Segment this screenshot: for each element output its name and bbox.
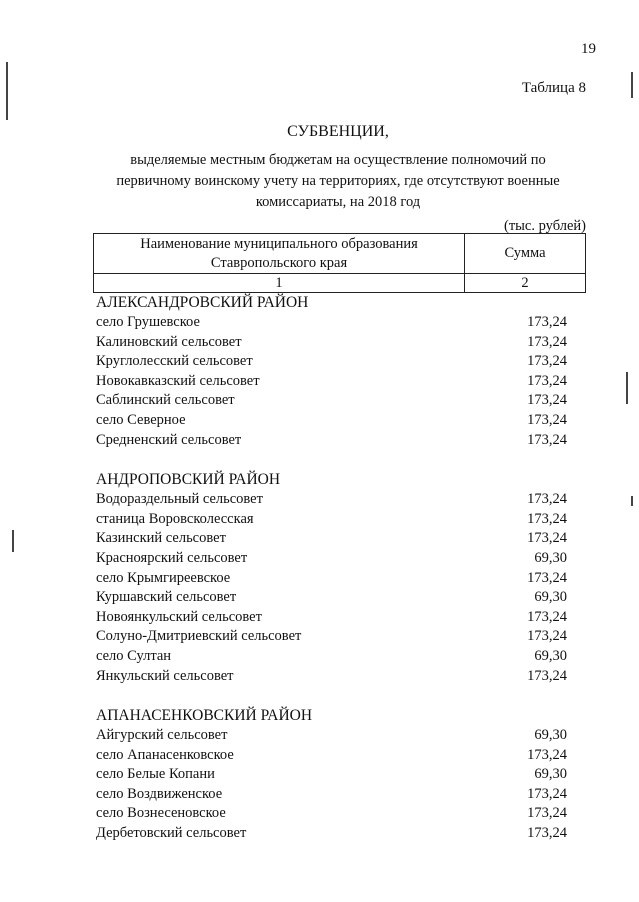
- municipality-name: Калиновский сельсовет: [96, 333, 242, 350]
- subvention-amount: 69,30: [534, 647, 567, 664]
- table-row: [96, 804, 567, 824]
- table-row: [96, 372, 567, 392]
- district-section: [96, 705, 567, 844]
- subvention-amount: 69,30: [534, 549, 567, 566]
- subtitle-line: выделяемые местным бюджетам на осуществление полномочий по: [130, 152, 546, 168]
- municipality-name: село Грушевское: [96, 314, 200, 330]
- header-cell-num-1: 1: [94, 274, 465, 293]
- municipality-name: Новокавказский сельсовет: [96, 372, 260, 389]
- table-row: [96, 608, 567, 628]
- table-header: [93, 233, 586, 293]
- municipality-name: Красноярский сельсовет: [96, 549, 248, 566]
- table-row: [96, 588, 567, 608]
- subtitle-line: первичному воинскому учету на территориях, где отсутствуют военные: [116, 173, 560, 189]
- subvention-amount: 173,24: [527, 530, 567, 547]
- table-row: [96, 431, 567, 451]
- header-cell-name: [94, 234, 465, 274]
- units-label: (тыс. рублей): [504, 218, 586, 234]
- header-cell-num-2: 2: [465, 274, 586, 293]
- subvention-amount: 173,24: [527, 746, 567, 763]
- municipality-name: село Апанасенковское: [96, 746, 234, 763]
- subvention-amount: 173,24: [527, 569, 567, 586]
- subvention-amount: 173,24: [527, 608, 567, 625]
- table-row: [96, 824, 567, 844]
- municipality-name: Айгурский сельсовет: [96, 727, 228, 744]
- table-row: [96, 726, 567, 746]
- district-section: [96, 469, 567, 686]
- table-row: [96, 785, 567, 805]
- table-row: [96, 333, 567, 353]
- scan-edge-mark-left-bottom: [12, 530, 14, 552]
- subvention-amount: 173,24: [527, 431, 567, 448]
- table-row: [96, 313, 567, 333]
- table-row: [96, 411, 567, 431]
- municipality-name: село Воздвиженское: [96, 785, 223, 802]
- document-subtitle: [90, 150, 586, 213]
- subvention-amount: 173,24: [527, 314, 567, 330]
- subvention-amount: 173,24: [527, 667, 567, 684]
- scan-edge-mark-right-1: [631, 72, 633, 98]
- subvention-amount: 173,24: [527, 510, 567, 527]
- header-cell-amount: Сумма: [465, 234, 586, 274]
- table-row: [96, 510, 567, 530]
- district-name: АПАНАСЕНКОВСКИЙ РАЙОН: [96, 707, 313, 725]
- table-row: [96, 627, 567, 647]
- header-name-line-1: Наименование муниципального образования: [140, 235, 418, 252]
- subvention-amount: 173,24: [527, 372, 567, 389]
- municipality-name: село Белые Копани: [96, 766, 215, 783]
- header-name-line-2: Ставропольского края: [210, 254, 348, 271]
- subvention-amount: 69,30: [534, 727, 567, 744]
- table-row: [96, 569, 567, 589]
- municipality-name: село Крымгиреевское: [96, 569, 231, 586]
- subvention-amount: 173,24: [527, 805, 567, 822]
- document-title: СУБВЕНЦИИ,: [287, 123, 389, 140]
- subvention-amount: 173,24: [527, 785, 567, 802]
- municipality-name: село Султан: [96, 647, 172, 664]
- table-row: [96, 391, 567, 411]
- municipality-name: Куршавский сельсовет: [96, 589, 237, 606]
- table-row: [96, 765, 567, 785]
- municipality-name: Круглолесский сельсовет: [96, 353, 253, 370]
- scan-edge-mark-right-2: [626, 372, 628, 404]
- subvention-amount: 69,30: [534, 766, 567, 783]
- subvention-amount: 173,24: [527, 411, 567, 428]
- subtitle-line: комиссариаты, на 2018 год: [255, 194, 421, 210]
- municipality-name: Саблинский сельсовет: [96, 392, 235, 409]
- subvention-amount: 173,24: [527, 353, 567, 370]
- municipality-name: Солуно-Дмитриевский сельсовет: [96, 628, 302, 645]
- municipality-name: Дербетовский сельсовет: [96, 825, 247, 842]
- table-row: [96, 746, 567, 766]
- table-body: [96, 292, 567, 844]
- municipality-name: Водораздельный сельсовет: [96, 491, 263, 508]
- table-label: Таблица 8: [521, 80, 586, 96]
- municipality-name: Янкульский сельсовет: [96, 667, 234, 684]
- page-number: 19: [581, 41, 596, 57]
- table-row: [96, 647, 567, 667]
- district-name: АЛЕКСАНДРОВСКИЙ РАЙОН: [96, 294, 309, 311]
- table-row: [96, 667, 567, 687]
- table-row: [96, 490, 567, 510]
- subvention-amount: 69,30: [534, 589, 567, 606]
- subvention-amount: 173,24: [527, 333, 567, 350]
- scan-edge-mark-left-top: [6, 62, 8, 120]
- subvention-amount: 173,24: [527, 628, 567, 645]
- municipality-name: Казинский сельсовет: [96, 530, 226, 547]
- district-section: [96, 292, 567, 450]
- municipality-name: село Северное: [96, 411, 186, 428]
- municipality-name: село Вознесеновское: [96, 805, 226, 822]
- table-row: [96, 549, 567, 569]
- municipality-name: Новоянкульский сельсовет: [96, 608, 262, 625]
- subvention-amount: 173,24: [527, 392, 567, 409]
- subvention-amount: 173,24: [527, 825, 567, 842]
- subvention-amount: 173,24: [527, 491, 567, 508]
- district-name: АНДРОПОВСКИЙ РАЙОН: [96, 471, 281, 489]
- municipality-name: станица Воровсколесская: [96, 510, 254, 527]
- scan-edge-mark-right-3: [631, 496, 633, 506]
- municipality-name: Средненский сельсовет: [96, 431, 242, 448]
- table-row: [96, 352, 567, 372]
- table-row: [96, 529, 567, 549]
